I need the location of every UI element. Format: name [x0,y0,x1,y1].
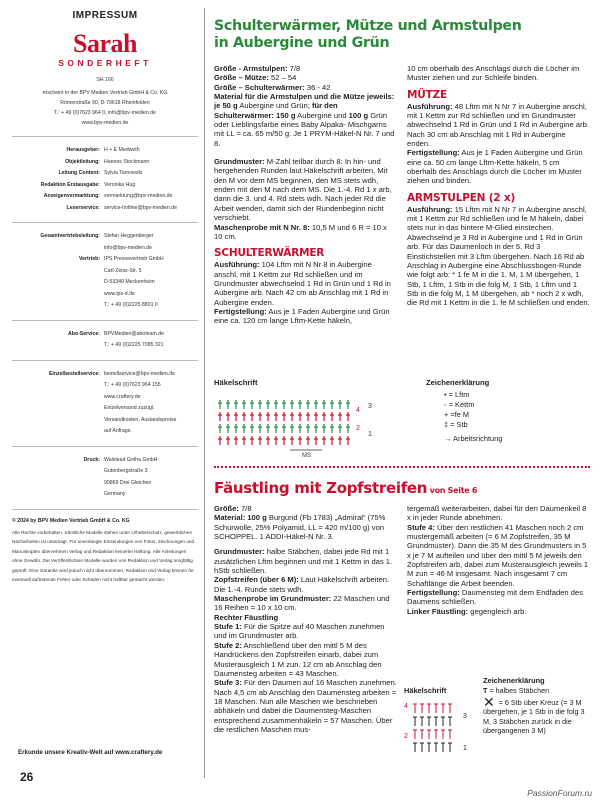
hstb-mark [434,730,438,739]
column-divider [204,8,205,778]
impressum-row [12,180,198,192]
article2-column-right: tergemäß weiterarbeiten, dabei für den Daumenkeil 8 x in jeder Runde abnehmen. Stufe 4: Über den restlichen 41 Maschen noch 2 cm mustergemäß arbeiten (= 6 M Zopfstreifen, 35 M Grundmuster). Dann die 35 M des Grundmusters in 5 x je 7 M aufteilen und über den mittl 5 M jeweils den Zopfstreifen arb, dabei zum Musterausgleich jeweils 1 M zun = 46 M insgesamt. Nach insgesamt 7 cm Schaftlänge die Arbeit beenden. Fertigstellung: Daumensteg mit dem Endfaden des Daumens schließen. Linker Fäustling: gegengleich arb. [407,504,589,616]
chart1-title: Häkelschrift [214,378,258,387]
hstb-mark [413,730,417,739]
article2-column-left: Größe: 7/8 Material: 100 g Burgund (Fb 1783) „Admiral“ (75% Schurwolle, 25% Polyamid, LL = 420 m/100 g) von SCHOPPEL. 1 ADDI-Häkel-N Nr. 3. Grundmuster: halbe Stäbchen, dabei jede Rd mit 1 zusätzlichen Lftm beginnen und mit 1 Kettm in das 1. hStb schließen. Zopfstreifen (über 6 M): Laut Häkelschrift arbeiten. Die 1.-4. Runde stets wdh. Maschenprobe im Grundmuster: 22 Maschen und 16 Reihen = 10 x 10 cm. Rechter Fäustling Stufe 1: Für die Spitze auf 40 Maschen zunehmen und im Grundmuster arb. Stufe 2: Anschließend über den mittl 5 M des Handrückens den Zopfstreifen einarb, dabei zum Musterausgleich 1 M zun. 12 cm ab Anschlag den Daumensteg arbeiten = 43 Maschen. Stufe 3: Für den Daumen auf 16 Maschen zunehmen. Nach 4,5 cm ab Anschlag den Daumensteg arbeiten = 18 Maschen. Nun alle Maschen wie beschrieben abhäkeln und dabei die Daumensteg-Maschen entsprechend zusammenhäkeln = 57 Maschen. Über die restlichen Maschen mus- [214,504,397,734]
impressum-label [12,243,104,255]
hstb-mark [448,743,452,752]
impressum-row [12,254,198,266]
impressum-label [12,478,104,490]
impressum-value: T.: + 49 (0)7623 964 155 [104,382,161,388]
legend-cross: ✕ = 6 Stb über Kreuz (= 3 M übergehen, je 1 Stb in die folg 3 M, 3 Stäbchen zurück in die übergangenen 3 M) [483,694,585,735]
hstb-mark [434,743,438,752]
impressum-row [12,157,198,169]
impressum-label: Abo-Service: [68,330,100,337]
impressum-row [12,329,198,341]
legend-fem: + =fe M [444,410,470,419]
divider [12,320,198,321]
legend-direction: → Arbeitsrichtung [444,434,503,443]
sarah-logo [12,31,198,68]
impressum-label [12,403,104,415]
divider [12,360,198,361]
impressum-label: Anzeigenvermarktung: [43,193,100,199]
impressum-value: T.: + 49 (0)2225 7085 321 [104,342,164,348]
grundmuster-text: Grundmuster: M-Zahl teilbar durch 8: In hin- und hergehenden Runden laut Häkelschrift arbeiten. Mit den M vor dem MS beginnen, den MS stets wdh, enden mit den M nach dem MS. Die 1.-4. Rd 1 x arb, dann die 3. und 4. Rd stets wdh. Nach jeder Rd die Arbeit wenden, damit sich der Rundenbeginn nicht verschiebt. [214,157,392,223]
impressum-row [12,380,198,392]
legend2-title: Zeichenerklärung [483,676,545,685]
impressum-value: www.craftery.de [104,393,141,400]
legend-lftm: • = Lftm [444,390,470,399]
impressum-row [12,203,198,215]
impressum-value: Hannes Stockmann [104,158,150,165]
logo-word: Sarah [73,29,137,58]
arrow-icon: → [444,434,452,443]
hstb-mark [427,704,431,713]
crochet-chart-1 [214,378,590,458]
hstb-mark [420,730,424,739]
publisher-line: erscheint in der BPV Medien Vertrieb GmbH & Co. KG [42,90,168,96]
impressum-value: Veronika Hug [104,181,136,188]
article1-column-left: Größe - Armstulpen: 7/8 Größe – Mütze: 52 – 54 Größe – Schulterwärmer: 36 - 42 Material für die Armstulpen und die Mütze jeweils: je 50 g Aubergine und Grün; für den Schulterwärmer: 150 g Aubergine und 100 g Grün oder Lieblingsfarbe eines Baby Alpaka- Mischgarns mit LL = ca. 65 m/50 g. Je 1 PRYM-Häkel-N Nr. 7 und 8. Grundmuster: M-Zahl teilbar durch 8: In hin- und hergehenden Runden laut Häkelschrift arbeiten. Mit den M vor dem MS beginnen, den MS stets wdh, enden mit den M nach dem MS. Die 1.-4. Rd 1 x arb, dann die 3. und 4. Rd stets wdh. Nach jeder Rd die Arbeit wenden, damit sich der Rundenbeginn nicht verschiebt. Maschenprobe mit N Nr. 8: 10,5 M und 6 R = 10 x 10 cm. SCHULTERWÄRMER Ausführung: 104 Lftm mit N Nr 8 in Aubergine anschl, mit 1 Kettm zur Rd schließen und im Grundmuster abwechselnd 1 Rd in Grün und 1 Rd in Aubergine arb. Nach 42 cm ab Anschlag mit 1 Rd in Aubergine enden. Fertigstellung: Aus je 1 Faden Aubergine und Grün eine ca. 120 cm lange Lftm-Kette häkeln, [214,64,397,326]
row-4: 4 [356,407,360,414]
article1-column-right: 10 cm oberhalb des Anschlags durch die Löcher im Muster ziehen und zur Schleife binden. MÜTZE Ausführung: 48 Lftm mit N Nr 7 in Aubergine anschl, mit 1 Kettm zur Rd schließen und im Grundmuster abwechselnd 1 Rd in Grün und 1 Rd in Aubergine arb. Nach 30 cm ab Anschlag mit 1 Rd in Aubergine enden. Fertigstellung: Aus je 1 Faden Aubergine und Grün eine ca. 50 cm lange Lftm-Kette häkeln, 5 cm oberhalb des Anschlags durch die Löcher im Muster ziehen und binden. ARMSTULPEN (2 x) Ausführung: 15 Lftm mit N Nr 7 in Aubergine anschl, mit 1 Kettm zur Rd schließen und fe M häkeln, dabei stets nur in das hintere M-Glied einstechen. Abwechselnd je 3 Rd in Aubergine und 1 Rd in Grün arb. Für das Daumenloch in der 5. Rd 3 Einstichstellen mit 3 Lftm übergehen. Nach 16 Rd ab Anschlag in Aubergine eine Abschlussbogen-Runde wie folgt arb: * 1 fe M in die 1. M, 1 M übergehen, 1 Stb, 1 Lftm, 1 Stb in die folg M, 1 Stb, 1 Lftm und 1 Stb in die folg M, 1 M übergehen, ab * noch 2 x wdh, die Rd mit 1 Kettm in die 1. fe M schließen und enden. [407,64,590,308]
divider [12,446,198,447]
logo-sub: SONDERHEFT [58,58,152,68]
ms-label: MS [302,453,311,459]
subheading-schulterwaermer: SCHULTERWÄRMER [214,247,325,260]
impressum-value: Einzelversand zuzügl. [104,405,155,411]
publisher-web[interactable]: www.bpv-medien.de [81,120,129,126]
chart2-title: Häkelschrift [404,686,447,695]
row-1: 1 [368,431,372,438]
impressum-label [12,489,104,501]
hstb-mark [434,717,438,726]
impressum-label: Redaktion Erstausgabe: [40,181,100,188]
impressum-value: Sylvia Tarnowski [104,170,143,176]
impressum-value: Gutenbergstraße 3 [104,468,148,474]
impressum-row [12,168,198,180]
hstb-mark [420,704,424,713]
order-list [12,369,198,438]
impressum-row [12,231,198,243]
impressum-row [12,340,198,352]
impressum-value: 99869 Drei Gleichen [104,479,152,486]
impressum-row [12,277,198,289]
copyright: © 2024 by BPV Medien Vertrieb GmbH & Co. KG [12,517,130,524]
publisher-phone: T.: + 49 (0)7623 964 0, info@bpv-medien.de [54,110,156,116]
hstb-mark [441,704,445,713]
impressum-label: Vertrieb: [78,256,100,262]
impressum-label: Leitung Content: [58,170,100,176]
crochet-chart-2 [401,676,591,786]
impressum-row [12,289,198,301]
impressum-label [12,392,104,404]
impressum-label [12,277,104,289]
svg-text:1: 1 [463,745,467,752]
hstb-mark [413,717,417,726]
impressum-label [12,266,104,278]
abo-list [12,329,198,352]
chart2-diagram [401,698,481,768]
impressum-row [12,403,198,415]
svg-text:2: 2 [404,733,408,740]
impressum-value: Stefan Heggenberger [104,233,154,239]
impressum-label [12,340,104,352]
impressum-row [12,145,198,157]
hstb-mark [427,717,431,726]
issue-number: SH 166 [96,77,114,83]
article2-title: Fäustling mit Zopfstreifen von Seite 6 [214,479,478,497]
impressum-row [12,300,198,312]
impressum-label: Einzelbestellservice: [48,370,100,377]
impressum-label: Gesamtvertriebsleitung: [40,233,100,239]
impressum-row [12,426,198,438]
legend-kettm: ◦ = Kettm [444,400,475,409]
impressum-value: auf Anfrage. [104,428,132,434]
divider [12,222,198,223]
impressum-value: H + E Medweth [104,147,140,153]
impressum-label: Leserservice: [66,204,100,211]
impressum-label [12,380,104,392]
hstb-mark [413,743,417,752]
impressum-row [12,266,198,278]
impressum [12,8,198,788]
impressum-value: D-53340 Meckenheim [104,279,155,285]
staff-list [12,145,198,214]
impressum-row [12,489,198,501]
impressum-label: Herausgeber: [66,147,100,153]
hstb-mark [413,704,417,713]
section-divider [214,466,590,468]
impressum-label [12,289,104,301]
page-number: 26 [20,770,34,784]
impressum-row [12,478,198,490]
print-list [12,455,198,501]
impressum-label [12,300,104,312]
article2-from: von Seite 6 [427,486,478,495]
impressum-label: Objektleitung: [65,158,100,165]
watermark: PassionForum.ru [527,788,592,798]
impressum-label: Druck: [83,456,100,463]
hstb-mark [448,730,452,739]
svg-text:3: 3 [463,713,467,720]
impressum-title: IMPRESSUM [72,10,138,21]
craftery-footer: Erkunde unsere Kreativ-Welt auf www.craftery.de [18,749,163,756]
legal-notice: Alle Rechte vorbehalten. Sämtliche Modelle stehen unter Urheberschutz, gewerbliches Nacharbeiten ist untersagt. Für unverlangte Einsendungen von Fotos, Zeichnungen und Manuskripten übernehmen Verlag und Redaktion keinerlei Haftung. Alle Anleitungen ohne Gewähr. Die Veröffentlichten Modelle wurden von Redaktion und Verlag sorgfältig geprüft. Eine Garantie wird jedoch nicht übernommen. Redaktion und Verlag können für eventuell auftretende Fehler oder Schäden nicht haftbar gemacht werden. [12,529,195,583]
impressum-value: Versandkosten, Auslandspreise [104,416,177,423]
impressum-value: service-hotline@bpv-medien.de [104,204,178,211]
impressum-row [12,369,198,381]
divider [12,136,198,137]
hstb-mark [427,730,431,739]
subheading-muetze: MÜTZE [407,88,447,101]
hstb-mark [420,743,424,752]
rechter-label: Rechter Fäustling [214,612,279,622]
impressum-value: Walstead Gotha GmbH [104,456,158,463]
hstb-mark [448,704,452,713]
subheading-armstulpen: ARMSTULPEN (2 x) [407,191,516,204]
impressum-value: T.: + 49 (0)2225 8801 0 [104,302,158,308]
legend-stb: ‡ = Stb [444,420,468,429]
impressum-label [12,415,104,427]
distribution-list [12,231,198,312]
impressum-row [12,243,198,255]
legend1-title: Zeichenerklärung [426,378,490,387]
row-2: 2 [356,425,360,432]
impressum-row [12,466,198,478]
divider [12,509,198,510]
impressum-row [12,455,198,467]
impressum-value: BPVMedien@aboteam.de [104,330,165,337]
impressum-value: info@bpv-medien.de [104,244,152,251]
article1-title-line1: Schulterwärmer, Mütze und Armstulpen [214,18,522,34]
legend-hstb: T = halbes Stäbchen [483,686,550,695]
article-schulterwaermer [214,18,590,326]
hstb-mark [441,743,445,752]
material-text: Material für die Armstulpen und die Mütze jeweils: je 50 g Aubergine und Grün; für den Schulterwärmer: 150 g Aubergine und 100 g Grün oder Lieblingsfarbe eines Baby Alpaka- Mischgarns mit LL = ca. 65 m/50 g. Je 1 PRYM-Häkel-N Nr. 7 und 8. [214,92,395,148]
impressum-value: Carl-Zeiss-Str. 5 [104,267,142,274]
hstb-mark [448,717,452,726]
cross-icon: ✕ [483,694,495,710]
maschenprobe-text: Maschenprobe mit N Nr. 8: 10,5 M und 6 R = 10 x 10 cm. [214,222,387,241]
article1-title-line2: in Aubergine und Grün [214,35,390,51]
chart1-diagram [214,390,384,460]
impressum-row [12,415,198,427]
impressum-label [12,466,104,478]
hstb-mark [434,704,438,713]
impressum-row [12,392,198,404]
svg-text:4: 4 [404,703,408,710]
impressum-label [12,426,104,438]
hstb-mark [441,730,445,739]
hstb-mark [420,717,424,726]
impressum-value: www.ips-d.de [104,290,135,297]
impressum-value: IPS Pressevertrieb GmbH [104,256,164,262]
hstb-mark [427,743,431,752]
impressum-value: Germany [104,491,126,497]
impressum-value: vermarktung@bpv-medien.de [104,193,173,199]
row-3: 3 [368,403,372,410]
impressum-row [12,191,198,203]
impressum-value: bestellservice@bpv-medien.de [104,370,176,377]
hstb-mark [441,717,445,726]
publisher-address: Römerstraße 90, D-79618 Rheinfelden [60,100,150,106]
